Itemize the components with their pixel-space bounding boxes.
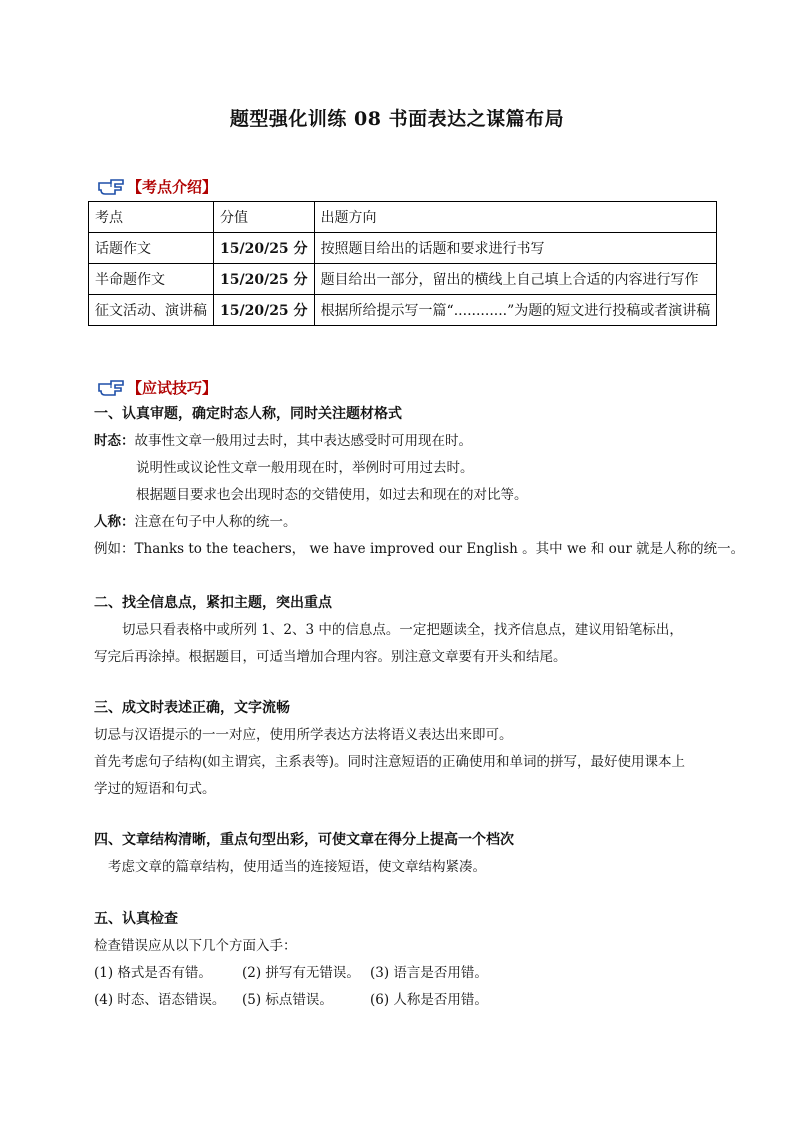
skill-title: 二、找全信息点，紧扣主题，突出重点 bbox=[94, 595, 332, 611]
skill-section-5 bbox=[94, 906, 714, 1014]
section-heading-label: 【考点介绍】 bbox=[127, 178, 218, 196]
skill-section-1 bbox=[94, 401, 745, 563]
paragraph bbox=[94, 428, 714, 455]
section-heading-kaodian bbox=[97, 176, 217, 197]
table-cell: 题目给出一部分，留出的横线上自己填上合适的内容进行写作 bbox=[314, 264, 717, 295]
list-item: (3) 语言是否用错。 bbox=[370, 965, 488, 981]
paragraph: 例如：Thanks to the teachers， we have improved our English 。其中 we 和 our 就是人称的统一。 bbox=[94, 541, 745, 557]
text: 故事性文章一般用过去时，其中表达感受时可用现在时。 bbox=[134, 433, 472, 449]
paragraph: 学过的短语和句式。 bbox=[94, 781, 216, 797]
kaodian-table bbox=[88, 201, 717, 326]
paragraph bbox=[94, 509, 714, 536]
table-cell: 15/20/25 分 bbox=[214, 233, 315, 264]
table-header-cell: 分值 bbox=[214, 202, 315, 233]
table-header-cell: 考点 bbox=[89, 202, 214, 233]
skill-title: 五、认真检查 bbox=[94, 911, 178, 927]
table-header-row bbox=[89, 202, 717, 233]
list-item: (6) 人称是否用错。 bbox=[370, 992, 488, 1008]
section-heading-skills bbox=[97, 377, 217, 398]
section-heading-label: 【应试技巧】 bbox=[127, 379, 218, 397]
paragraph: 首先考虑句子结构(如主谓宾，主系表等)。同时注意短语的正确使用和单词的拼写，最好使用课本上 bbox=[94, 754, 686, 770]
skill-title: 一、认真审题，确定时态人称，同时关注题材格式 bbox=[94, 406, 402, 422]
list-item: (4) 时态、语态错误。 bbox=[94, 992, 226, 1008]
skill-title: 四、文章结构清晰，重点句型出彩，可使文章在得分上提高一个档次 bbox=[94, 832, 514, 848]
table-row bbox=[89, 233, 717, 264]
skill-title: 三、成文时表述正确，文字流畅 bbox=[94, 700, 290, 716]
list-item: (1) 格式是否有错。 bbox=[94, 965, 212, 981]
list-item: (2) 拼写有无错误。 bbox=[242, 965, 360, 981]
table-cell: 15/20/25 分 bbox=[214, 264, 315, 295]
table-header-cell: 出题方向 bbox=[314, 202, 717, 233]
pointing-hand-icon bbox=[97, 178, 125, 196]
table-cell: 半命题作文 bbox=[89, 264, 214, 295]
table-cell: 话题作文 bbox=[89, 233, 214, 264]
check-list-row bbox=[94, 960, 714, 987]
paragraph: 考虑文章的篇章结构，使用适当的连接短语，使文章结构紧凑。 bbox=[108, 859, 486, 875]
paragraph: 根据题目要求也会出现时态的交错使用，如过去和现在的对比等。 bbox=[136, 487, 528, 503]
list-item: (5) 标点错误。 bbox=[242, 992, 333, 1008]
page-title: 题型强化训练 08 书面表达之谋篇布局 bbox=[229, 108, 565, 130]
table-cell: 15/20/25 分 bbox=[214, 295, 315, 326]
pointing-hand-icon bbox=[97, 379, 125, 397]
paragraph: 切忌与汉语提示的一一对应，使用所学表达方法将语义表达出来即可。 bbox=[94, 727, 513, 743]
paragraph: 检查错误应从以下几个方面入手： bbox=[94, 938, 297, 954]
table-cell: 根据所给提示写一篇“............”为题的短文进行投稿或者演讲稿 bbox=[314, 295, 717, 326]
paragraph: 写完后再涂掉。根据题目，可适当增加合理内容。别注意文章要有开头和结尾。 bbox=[94, 649, 567, 665]
check-list-row bbox=[94, 987, 714, 1014]
table-cell: 按照题目给出的话题和要求进行书写 bbox=[314, 233, 717, 264]
skill-section-2 bbox=[94, 590, 714, 671]
paragraph: 说明性或议论性文章一般用现在时，举例时可用过去时。 bbox=[136, 460, 474, 476]
table-cell: 征文活动、演讲稿 bbox=[89, 295, 214, 326]
skill-section-3 bbox=[94, 695, 714, 803]
table-row bbox=[89, 295, 717, 326]
paragraph: 切忌只看表格中或所列 1、2、3 中的信息点。一定把题读全，找齐信息点，建议用铅笔标出， bbox=[122, 622, 683, 638]
person-label: 人称： bbox=[94, 514, 135, 530]
skill-section-4 bbox=[94, 827, 714, 881]
table-row bbox=[89, 264, 717, 295]
text: 注意在句子中人称的统一。 bbox=[134, 514, 297, 530]
tense-label: 时态： bbox=[94, 433, 135, 449]
